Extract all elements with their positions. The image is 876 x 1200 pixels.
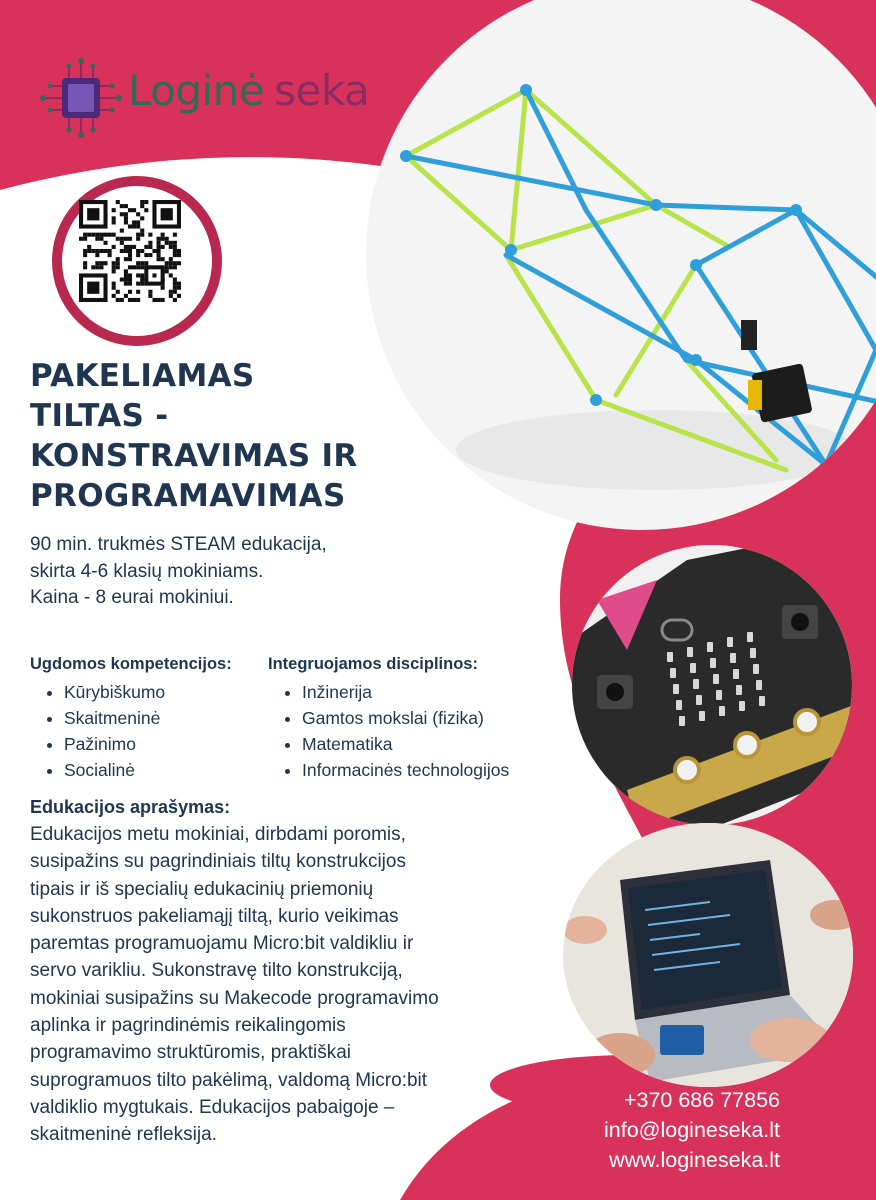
led xyxy=(707,642,713,652)
description-line: sukonstruos pakeliamąjį tiltą, kurio veikimas xyxy=(30,905,399,927)
led xyxy=(733,669,739,679)
list-item: • Gamtos mokslai (fizika) xyxy=(302,705,509,731)
title-line: KONSTRAVIMAS IR xyxy=(30,438,358,474)
intro-line: skirta 4-6 klasių mokiniams. xyxy=(30,560,264,582)
microbit-photo xyxy=(567,540,857,830)
led xyxy=(667,652,673,662)
list-item: • Skaitmeninė xyxy=(64,705,232,731)
led xyxy=(750,648,756,658)
page-title xyxy=(30,356,430,516)
led xyxy=(687,647,693,657)
description-text xyxy=(30,821,550,1149)
description-line: susipažins su pagrindiniais tiltų konstrukcijos xyxy=(30,851,406,873)
description-line: paremtas programuojamu Micro:bit valdikliu ir xyxy=(30,933,414,955)
led xyxy=(716,690,722,700)
description-line: skaitmeninė refleksija. xyxy=(30,1124,217,1146)
disciplines-heading: Integruojamos disciplinos: xyxy=(268,655,478,673)
description-line: tipais ir iš specialių edukacinių priemonių xyxy=(30,878,374,900)
intro-line: 90 min. trukmės STEAM edukacija, xyxy=(30,534,327,555)
led xyxy=(673,684,679,694)
contact-block xyxy=(604,1085,780,1175)
list-item: • Informacinės technologijos xyxy=(302,757,509,783)
competencies-list xyxy=(30,679,232,783)
description-line: programavimo struktūromis, praktiškai xyxy=(30,1042,351,1064)
microchip-icon xyxy=(40,58,122,138)
led xyxy=(690,663,696,673)
description-line: valdiklio mygtukais. Edukacijos pabaigoje – xyxy=(30,1096,395,1118)
list-item: • Kūrybiškumo xyxy=(64,679,232,705)
led xyxy=(676,700,682,710)
led xyxy=(739,701,745,711)
intro-text xyxy=(30,532,327,612)
led xyxy=(713,674,719,684)
title-line: PROGRAMAVIMAS xyxy=(30,478,346,514)
list-item: • Pažinimo xyxy=(64,731,232,757)
led xyxy=(753,664,759,674)
logo-text xyxy=(128,66,370,115)
led xyxy=(759,696,765,706)
competencies-heading: Ugdomos kompetencijos: xyxy=(30,655,232,673)
intro-line: Kaina - 8 eurai mokiniui. xyxy=(30,587,234,608)
qr-code-icon[interactable] xyxy=(79,200,181,302)
title-line: TILTAS - xyxy=(30,398,169,434)
contact-email[interactable]: info@logineseka.lt xyxy=(603,1118,780,1142)
list-item: • Inžinerija xyxy=(302,679,509,705)
list-item: • Matematika xyxy=(302,731,509,757)
contact-website[interactable]: www.logineseka.lt xyxy=(609,1148,780,1172)
laptop-photo xyxy=(560,820,860,1090)
description-line: Edukacijos metu mokiniai, dirbdami poromis, xyxy=(30,824,406,845)
led xyxy=(730,653,736,663)
description-line: suprogramuos tilto pakėlimą, valdomą Micro:bit xyxy=(30,1069,428,1091)
description-line: servo varikliu. Sukonstravę tilto konstrukciją, xyxy=(30,960,403,982)
disciplines-section xyxy=(268,653,509,783)
disciplines-list xyxy=(268,679,509,783)
title-line: PAKELIAMAS xyxy=(30,358,255,394)
led xyxy=(756,680,762,690)
led xyxy=(699,711,705,721)
description-heading: Edukacijos aprašymas: xyxy=(30,797,231,817)
description-line: mokiniai susipažins su Makecode programavimo xyxy=(30,987,439,1009)
description-line: aplinka ir pagrindinėmis reikalingomis xyxy=(30,1015,346,1037)
logo-word-1: Loginė xyxy=(128,66,265,115)
led xyxy=(710,658,716,668)
led xyxy=(727,637,733,647)
contact-phone[interactable]: +370 686 77856 xyxy=(623,1088,780,1112)
competencies-section xyxy=(30,653,232,783)
led xyxy=(696,695,702,705)
list-item: • Socialinė xyxy=(64,757,232,783)
led xyxy=(719,706,725,716)
bridge-photo xyxy=(356,0,876,550)
description-section xyxy=(30,795,550,1149)
led xyxy=(736,685,742,695)
led xyxy=(747,632,753,642)
led xyxy=(679,716,685,726)
led xyxy=(670,668,676,678)
logo-word-2: seka xyxy=(274,66,370,115)
led xyxy=(693,679,699,689)
